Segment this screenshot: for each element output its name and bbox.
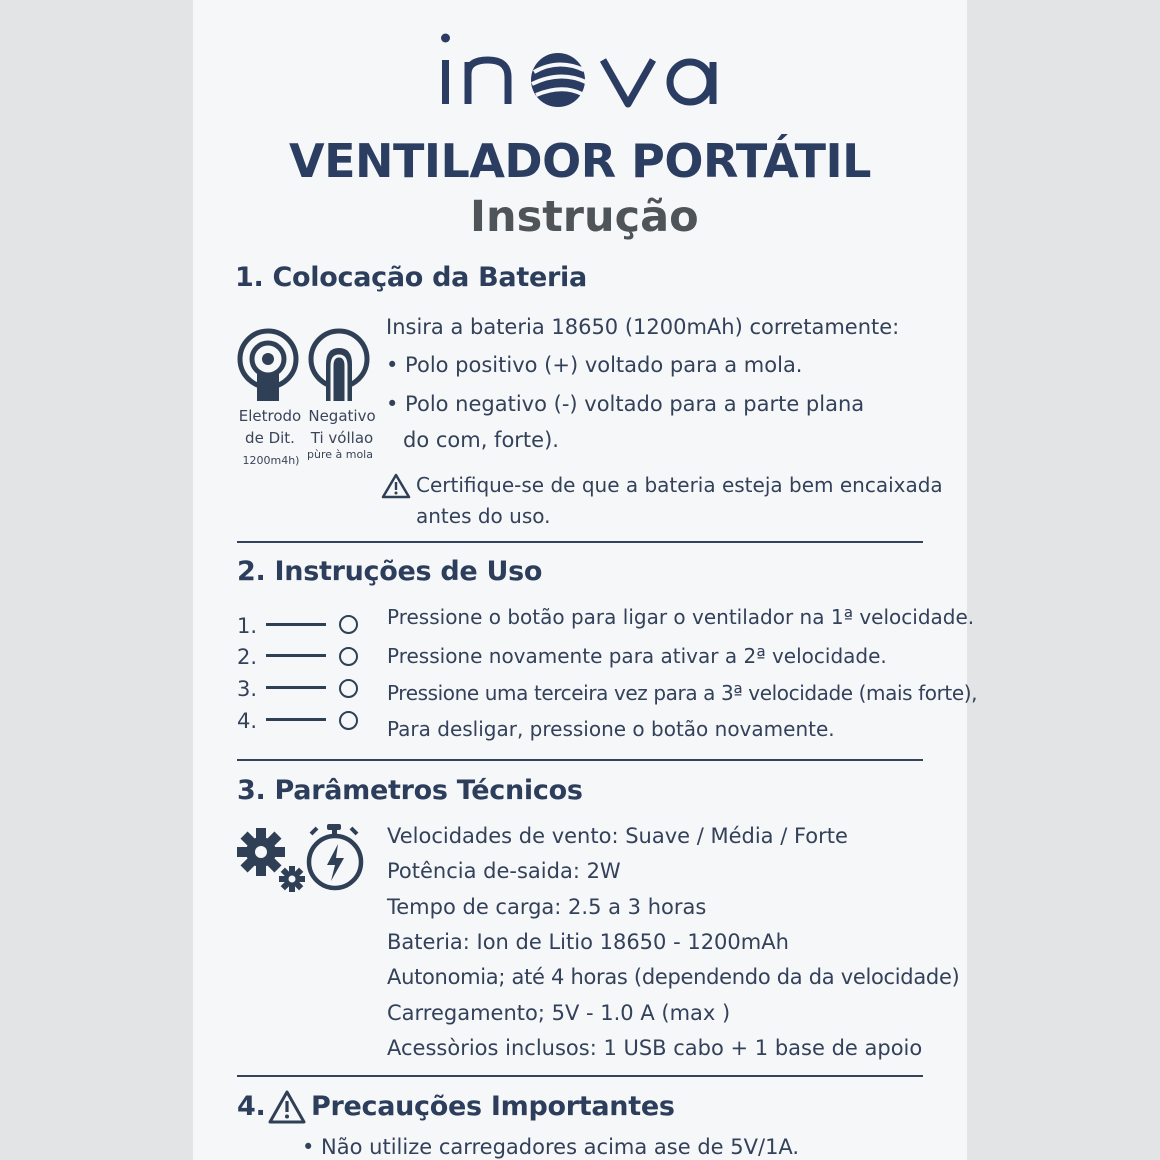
step-line [266,654,326,657]
step-text: Para desligar, pressione o botão novamente. [387,717,835,741]
button-press-icon [339,647,358,666]
section-divider [237,1075,923,1077]
param-line: Potência de-saida: 2W [387,859,621,883]
param-line: Tempo de carga: 2.5 a 3 horas [387,895,707,919]
charging-timer-icon [305,822,367,894]
page-subtitle: Instrução [470,192,699,242]
battery-warning-cont: antes do uso. [416,504,551,528]
param-line: Bateria: Ion de Litio 18650 - 1200mAh [387,930,789,954]
section-battery-heading: 1. Colocação da Bateria [235,262,587,293]
param-line: Carregamento; 5V - 1.0 A (max ) [387,1001,731,1025]
section-divider [237,541,923,543]
brand-logo-graphic [438,22,728,118]
step-text: Pressione o botão para ligar o ventilador na 1ª velocidade. [387,605,975,629]
step-text: Pressione novamente para ativar a 2ª velocidade. [387,644,887,668]
section-precautions-heading: Precauções Importantes [311,1091,675,1122]
section-usage-heading: 2. Instruções de Uso [237,556,543,587]
section-params-heading: 3. Parâmetros Técnicos [237,775,583,806]
battery-icon-label-right: Negativo [308,407,376,425]
precaution-bullet: • Não utilize carregadores acima ase de 5V/1A. [302,1135,800,1159]
step-number: 4. [237,709,258,733]
step-text: Pressione uma terceira vez para a 3ª velocidade (mais forte), [387,681,978,705]
brand-logo [438,22,728,118]
step-line [266,686,326,689]
battery-polarity-icon [236,326,376,404]
button-press-icon [339,711,358,730]
param-line: Autonomia; até 4 horas (dependendo da da velocidade) [387,965,960,989]
section-divider [237,759,923,761]
param-line: Velocidades de vento: Suave / Média / Forte [387,824,848,848]
battery-icon-label-right-3: pùre à mola [307,448,373,461]
button-press-icon [339,615,358,634]
battery-bullet-positive: • Polo positivo (+) voltado para a mola. [386,353,803,377]
battery-warning: Certifique-se de que a bateria esteja bem encaixada [416,473,943,497]
battery-icon-label-left-2: de Dit. [245,429,295,447]
battery-bullet-negative-cont: do com, forte). [403,428,559,452]
battery-icon-label-left-3: 1200m4h) [242,454,300,467]
param-line: Acessòrios inclusos: 1 USB cabo + 1 base de apoio [387,1036,923,1060]
step-line [266,718,326,721]
battery-icon-label-right-2: Ti vóllao [310,429,374,447]
section-precautions-number: 4. [237,1091,266,1122]
battery-bullet-negative: • Polo negativo (-) voltado para a parte plana [386,392,865,416]
step-number: 2. [237,645,258,669]
page-title: VENTILADOR PORTÁTIL [289,134,871,188]
battery-icon-label-left: Eletrodo [238,407,302,425]
warning-icon [381,473,411,499]
step-line [266,623,326,626]
button-press-icon [339,679,358,698]
battery-intro: Insira a bateria 18650 (1200mAh) corretamente: [386,315,900,339]
gears-icon [235,822,307,894]
warning-icon [267,1089,307,1125]
step-number: 1. [237,614,258,638]
step-number: 3. [237,677,258,701]
